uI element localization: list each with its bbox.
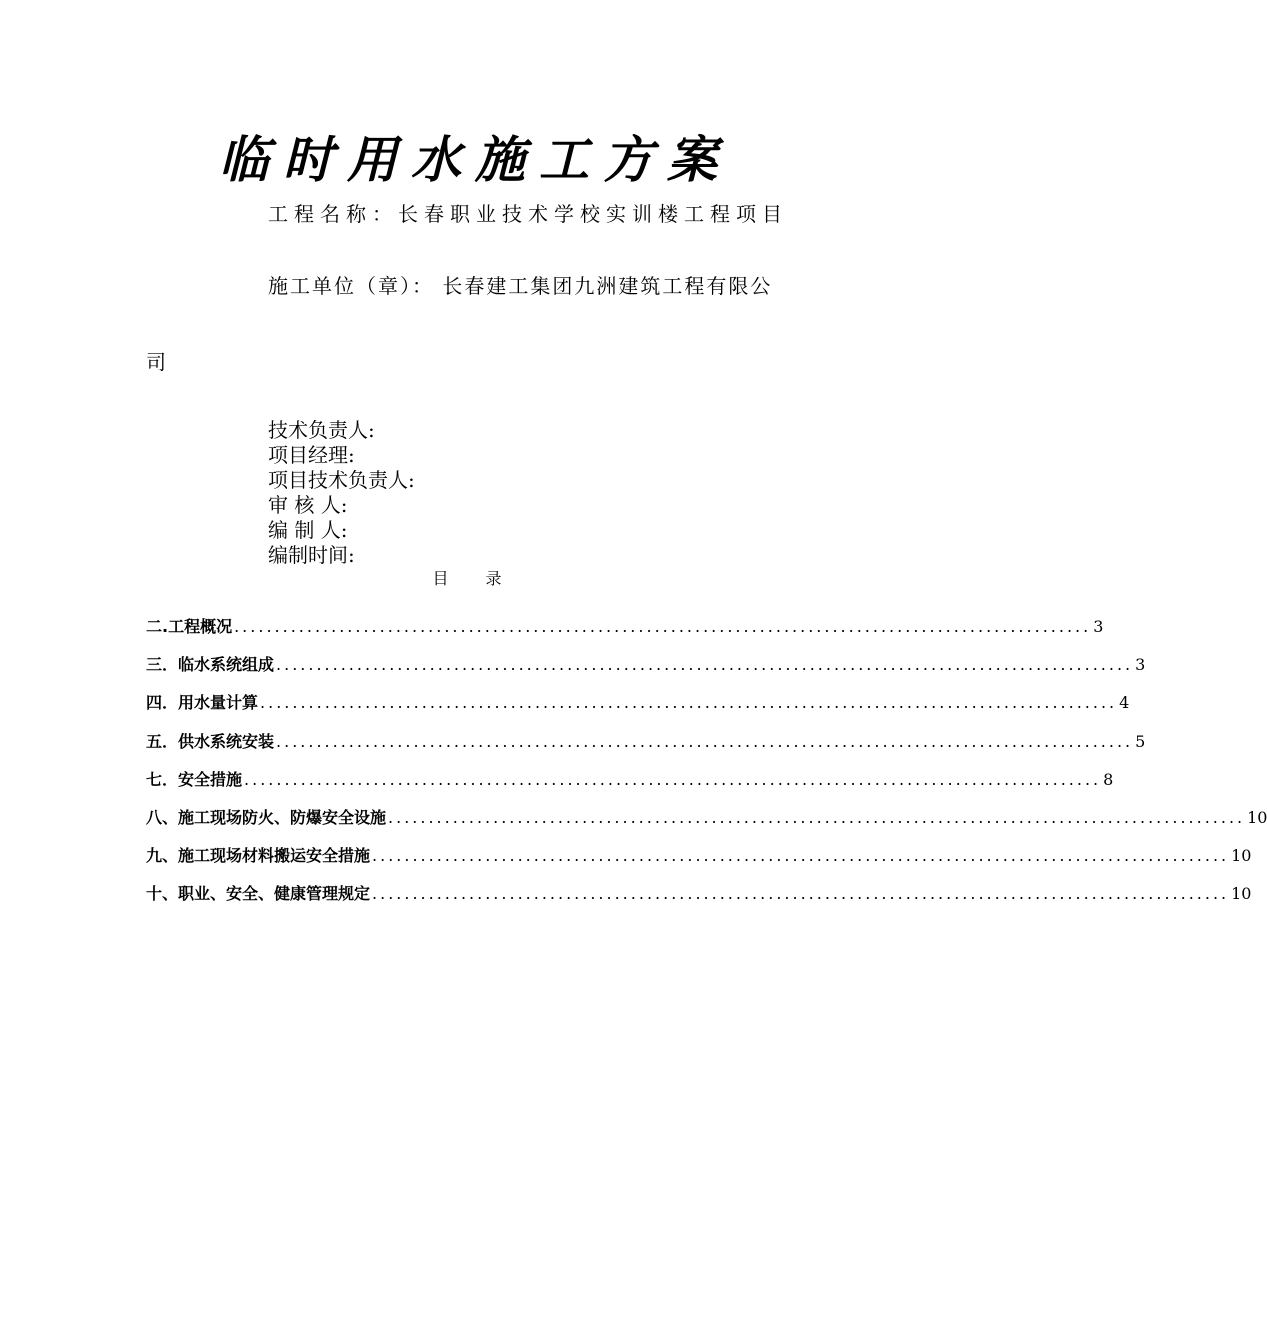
toc-entry-page: 10 xyxy=(1247,807,1267,827)
construction-company-wrap: 司 xyxy=(146,350,166,374)
toc-entry-page: 10 xyxy=(1231,846,1252,866)
toc-entry[interactable] xyxy=(146,728,1146,766)
toc-leader-dots: .......................................................................................................... xyxy=(276,655,1134,675)
toc-entry-page: 4 xyxy=(1119,693,1130,713)
construction-company-line: 施工单位（章）： 长春建工集团九洲建筑工程有限公 xyxy=(268,274,773,298)
toc-entry[interactable] xyxy=(146,880,1252,918)
toc-entry-page: 3 xyxy=(1093,617,1104,636)
signature-project-technical-lead: 项目技术负责人: xyxy=(268,468,415,492)
toc-entry-label: 三．临水系统组成 xyxy=(146,655,275,675)
signature-project-manager: 项目经理: xyxy=(268,443,355,467)
toc-leader-dots: .......................................................................................................... xyxy=(372,884,1230,904)
toc-entry-label: 五．供水系统安装 xyxy=(146,731,275,751)
toc-leader-dots: .......................................................................................................... xyxy=(260,693,1118,713)
toc-entry-label: 二.工程概况 xyxy=(146,617,233,636)
toc-entry-page: 10 xyxy=(1231,884,1252,904)
signature-technical-lead: 技术负责人: xyxy=(268,418,375,442)
toc-entry[interactable] xyxy=(146,651,1146,689)
toc-leader-dots: .......................................................................................................... xyxy=(276,731,1134,751)
toc-entry-page: 3 xyxy=(1135,655,1146,675)
toc-entry[interactable] xyxy=(146,689,1130,727)
toc-leader-dots: .......................................................................................................... xyxy=(234,617,1092,636)
table-of-contents xyxy=(146,613,1267,919)
signature-compile-date: 编制时间: xyxy=(268,543,355,567)
signature-compiler: 编 制 人: xyxy=(268,518,348,542)
toc-entry[interactable] xyxy=(146,842,1252,880)
toc-heading: 目 录 xyxy=(432,569,518,588)
toc-entry-page: 8 xyxy=(1103,769,1114,789)
toc-leader-dots: .......................................................................................................... xyxy=(372,846,1230,866)
toc-leader-dots: .......................................................................................................... xyxy=(388,807,1246,827)
toc-leader-dots: .......................................................................................................... xyxy=(244,769,1102,789)
toc-entry-page: 5 xyxy=(1135,731,1146,751)
toc-entry-label: 十、职业、安全、健康管理规定 xyxy=(146,884,371,904)
toc-entry[interactable] xyxy=(146,766,1114,804)
toc-entry-label: 七．安全措施 xyxy=(146,769,243,789)
toc-entry-label: 九、施工现场材料搬运安全措施 xyxy=(146,846,371,866)
project-name-line: 工程名称：长春职业技术学校实训楼工程项目 xyxy=(268,202,788,226)
toc-entry[interactable] xyxy=(146,613,1104,651)
signature-reviewer: 审 核 人: xyxy=(268,493,348,517)
toc-entry[interactable] xyxy=(146,804,1267,842)
toc-entry-label: 八、施工现场防火、防爆安全设施 xyxy=(146,807,387,827)
toc-entry-label: 四．用水量计算 xyxy=(146,693,259,713)
document-title: 临时用水施工方案 xyxy=(219,130,731,189)
